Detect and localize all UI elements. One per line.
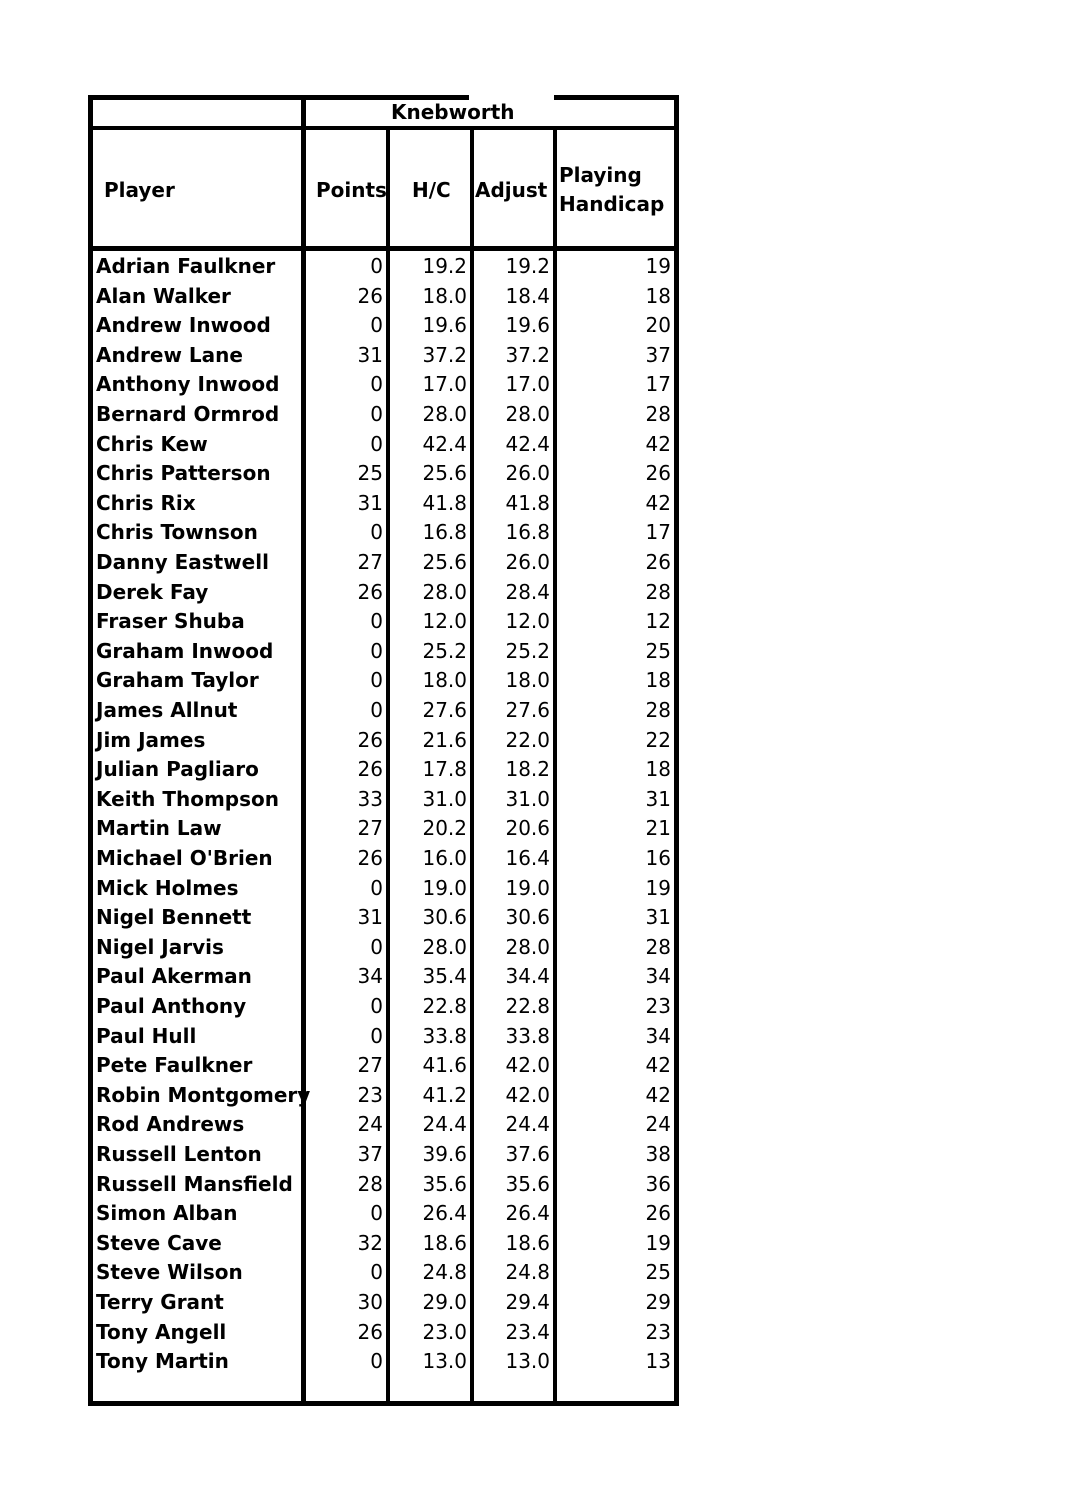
- cell-hc: 25.6: [422, 461, 467, 486]
- table-row: [88, 696, 679, 726]
- cell-player: Andrew Lane: [96, 342, 243, 367]
- table-row: [88, 341, 679, 371]
- table-row: [88, 1199, 679, 1229]
- cell-hc: 13.0: [422, 1349, 467, 1374]
- cell-hc: 39.6: [422, 1142, 467, 1166]
- cell-hc: 12.0: [422, 609, 467, 634]
- cell-points: 27: [357, 816, 383, 841]
- cell-playing: 42: [645, 1053, 671, 1078]
- table-row: [88, 1229, 679, 1259]
- table-row: [88, 666, 679, 696]
- table-row: [88, 578, 679, 608]
- cell-hc: 37.2: [422, 342, 467, 367]
- cell-points: 27: [357, 550, 383, 574]
- cell-playing: 26: [645, 550, 671, 574]
- header-adjust: Adjust: [475, 178, 548, 202]
- header-hc: H/C: [412, 178, 451, 202]
- cell-hc: 30.6: [422, 905, 467, 930]
- table-row: [88, 903, 679, 933]
- cell-playing: 36: [645, 1171, 671, 1196]
- cell-points: 0: [370, 698, 383, 722]
- cell-player: James Allnut: [96, 698, 238, 722]
- cell-adjust: 27.6: [505, 698, 550, 722]
- cell-playing: 24: [645, 1112, 671, 1137]
- cell-player: Rod Andrews: [96, 1112, 245, 1137]
- table-row: [88, 1051, 679, 1081]
- cell-points: 32: [357, 1230, 383, 1255]
- cell-adjust: 20.6: [505, 816, 550, 841]
- cell-player: Fraser Shuba: [96, 609, 245, 634]
- cell-points: 0: [370, 609, 383, 634]
- cell-player: Keith Thompson: [96, 786, 279, 811]
- cell-adjust: 29.4: [505, 1290, 550, 1314]
- table-row: [88, 548, 679, 578]
- cell-hc: 41.8: [422, 490, 467, 515]
- table-row: [88, 1318, 679, 1348]
- cell-adjust: 41.8: [505, 490, 550, 515]
- cell-adjust: 22.8: [505, 994, 550, 1018]
- cell-points: 34: [357, 964, 383, 989]
- cell-player: Andrew Inwood: [96, 313, 271, 338]
- cell-playing: 18: [645, 283, 671, 308]
- cell-playing: 28: [645, 698, 671, 722]
- cell-adjust: 30.6: [505, 905, 550, 930]
- cell-hc: 31.0: [422, 786, 467, 811]
- cell-points: 0: [370, 1023, 383, 1048]
- cell-adjust: 34.4: [505, 964, 550, 989]
- cell-points: 26: [357, 757, 383, 782]
- cell-hc: 28.0: [422, 934, 467, 959]
- table-row: [88, 933, 679, 963]
- table-row: [88, 607, 679, 637]
- table-row: [88, 1022, 679, 1052]
- cell-hc: 18.6: [422, 1230, 467, 1255]
- cell-points: 0: [370, 1201, 383, 1226]
- cell-player: Paul Akerman: [96, 964, 252, 989]
- cell-player: Chris Patterson: [96, 461, 271, 486]
- cell-points: 0: [370, 994, 383, 1018]
- cell-playing: 19: [645, 875, 671, 900]
- cell-adjust: 37.2: [505, 342, 550, 367]
- cell-adjust: 24.4: [505, 1112, 550, 1137]
- cell-playing: 19: [645, 1230, 671, 1255]
- cell-player: Martin Law: [96, 816, 222, 841]
- cell-points: 37: [357, 1142, 383, 1166]
- cell-hc: 18.0: [422, 283, 467, 308]
- cell-hc: 20.2: [422, 816, 467, 841]
- table-row: [88, 1170, 679, 1200]
- border-top-right: [554, 95, 679, 100]
- cell-playing: 19: [645, 254, 671, 278]
- cell-player: Steve Cave: [96, 1230, 222, 1255]
- cell-hc: 22.8: [422, 994, 467, 1018]
- cell-points: 0: [370, 431, 383, 456]
- table-row: [88, 430, 679, 460]
- table-row: [88, 282, 679, 312]
- header-playing-line2: Handicap: [559, 192, 665, 216]
- cell-adjust: 16.8: [505, 520, 550, 545]
- cell-adjust: 23.4: [505, 1319, 550, 1344]
- cell-adjust: 26.0: [505, 461, 550, 486]
- table-row: [88, 962, 679, 992]
- table-row: [88, 1288, 679, 1318]
- cell-playing: 16: [645, 846, 671, 870]
- cell-adjust: 18.2: [505, 757, 550, 782]
- cell-playing: 21: [645, 816, 671, 841]
- cell-adjust: 12.0: [505, 609, 550, 634]
- table-row: [88, 726, 679, 756]
- cell-player: Alan Walker: [96, 283, 231, 308]
- cell-adjust: 19.2: [505, 254, 550, 278]
- cell-hc: 33.8: [422, 1023, 467, 1048]
- cell-adjust: 19.6: [505, 313, 550, 338]
- cell-adjust: 42.0: [505, 1082, 550, 1107]
- cell-player: Simon Alban: [96, 1201, 238, 1226]
- cell-adjust: 19.0: [505, 875, 550, 900]
- header-playing-line1: Playing: [559, 163, 642, 187]
- cell-hc: 29.0: [422, 1290, 467, 1314]
- cell-player: Chris Rix: [96, 490, 196, 515]
- cell-adjust: 18.0: [505, 668, 550, 693]
- cell-points: 0: [370, 254, 383, 278]
- cell-hc: 16.0: [422, 846, 467, 870]
- cell-player: Paul Hull: [96, 1023, 197, 1048]
- cell-adjust: 37.6: [505, 1142, 550, 1166]
- table-row: [88, 1347, 679, 1377]
- cell-playing: 31: [645, 786, 671, 811]
- cell-points: 0: [370, 668, 383, 693]
- cell-player: Michael O'Brien: [96, 846, 273, 870]
- cell-hc: 28.0: [422, 579, 467, 604]
- cell-hc: 19.0: [422, 875, 467, 900]
- cell-playing: 37: [645, 342, 671, 367]
- cell-points: 26: [357, 846, 383, 870]
- cell-player: Pete Faulkner: [96, 1053, 253, 1078]
- header-divider: [88, 126, 679, 130]
- cell-playing: 13: [645, 1349, 671, 1374]
- cell-adjust: 22.0: [505, 727, 550, 752]
- table-row: [88, 370, 679, 400]
- cell-playing: 12: [645, 609, 671, 634]
- cell-adjust: 26.4: [505, 1201, 550, 1226]
- cell-playing: 20: [645, 313, 671, 338]
- cell-points: 0: [370, 875, 383, 900]
- cell-player: Adrian Faulkner: [96, 254, 276, 278]
- cell-adjust: 13.0: [505, 1349, 550, 1374]
- cell-hc: 28.0: [422, 402, 467, 426]
- cell-points: 26: [357, 579, 383, 604]
- cell-hc: 19.6: [422, 313, 467, 338]
- cell-hc: 19.2: [422, 254, 467, 278]
- cell-hc: 27.6: [422, 698, 467, 722]
- cell-player: Danny Eastwell: [96, 550, 269, 574]
- table-row: [88, 637, 679, 667]
- cell-player: Russell Mansfield: [96, 1171, 293, 1196]
- handicap-table: [88, 95, 679, 1406]
- cell-points: 0: [370, 1349, 383, 1374]
- cell-points: 0: [370, 1260, 383, 1285]
- cell-points: 28: [357, 1171, 383, 1196]
- cell-points: 0: [370, 934, 383, 959]
- cell-playing: 28: [645, 934, 671, 959]
- cell-playing: 18: [645, 757, 671, 782]
- cell-hc: 16.8: [422, 520, 467, 545]
- table-row: [88, 785, 679, 815]
- cell-playing: 38: [645, 1142, 671, 1166]
- cell-hc: 42.4: [422, 431, 467, 456]
- cell-playing: 31: [645, 905, 671, 930]
- cell-player: Paul Anthony: [96, 994, 247, 1018]
- cell-points: 31: [357, 490, 383, 515]
- cell-points: 31: [357, 905, 383, 930]
- cell-adjust: 28.0: [505, 402, 550, 426]
- header-points: Points: [316, 178, 387, 202]
- table-row: [88, 1140, 679, 1170]
- cell-playing: 25: [645, 638, 671, 663]
- cell-player: Nigel Jarvis: [96, 934, 224, 959]
- cell-points: 26: [357, 1319, 383, 1344]
- cell-player: Bernard Ormrod: [96, 402, 280, 426]
- cell-points: 30: [357, 1290, 383, 1314]
- table-row: [88, 844, 679, 874]
- header-player: Player: [104, 178, 175, 202]
- cell-player: Russell Lenton: [96, 1142, 262, 1166]
- table-row: [88, 311, 679, 341]
- cell-player: Nigel Bennett: [96, 905, 252, 930]
- table-row: [88, 874, 679, 904]
- cell-hc: 24.4: [422, 1112, 467, 1137]
- cell-hc: 26.4: [422, 1201, 467, 1226]
- cell-playing: 18: [645, 668, 671, 693]
- table-row: [88, 400, 679, 430]
- table-row: [88, 992, 679, 1022]
- cell-playing: 26: [645, 461, 671, 486]
- cell-playing: 17: [645, 520, 671, 545]
- cell-points: 0: [370, 313, 383, 338]
- cell-playing: 42: [645, 490, 671, 515]
- header-bottom: [88, 246, 679, 251]
- cell-adjust: 25.2: [505, 638, 550, 663]
- cell-adjust: 28.0: [505, 934, 550, 959]
- cell-playing: 34: [645, 1023, 671, 1048]
- cell-playing: 17: [645, 372, 671, 397]
- cell-playing: 23: [645, 1319, 671, 1344]
- cell-player: Tony Angell: [96, 1319, 227, 1344]
- cell-adjust: 33.8: [505, 1023, 550, 1048]
- cell-adjust: 18.6: [505, 1230, 550, 1255]
- cell-playing: 29: [645, 1290, 671, 1314]
- cell-playing: 28: [645, 402, 671, 426]
- cell-player: Mick Holmes: [96, 875, 239, 900]
- cell-hc: 24.8: [422, 1260, 467, 1285]
- cell-points: 33: [357, 786, 383, 811]
- cell-points: 0: [370, 402, 383, 426]
- cell-hc: 41.2: [422, 1082, 467, 1107]
- cell-playing: 34: [645, 964, 671, 989]
- table-row: [88, 1110, 679, 1140]
- cell-hc: 25.6: [422, 550, 467, 574]
- cell-player: Chris Kew: [96, 431, 208, 456]
- cell-hc: 23.0: [422, 1319, 467, 1344]
- cell-player: Robin Montgomery: [96, 1082, 311, 1107]
- cell-points: 0: [370, 520, 383, 545]
- cell-hc: 41.6: [422, 1053, 467, 1078]
- cell-adjust: 17.0: [505, 372, 550, 397]
- cell-playing: 26: [645, 1201, 671, 1226]
- cell-player: Steve Wilson: [96, 1260, 243, 1285]
- cell-points: 0: [370, 638, 383, 663]
- cell-player: Chris Townson: [96, 520, 258, 545]
- cell-points: 26: [357, 727, 383, 752]
- table-row: [88, 252, 679, 282]
- cell-playing: 25: [645, 1260, 671, 1285]
- cell-hc: 17.8: [422, 757, 467, 782]
- table-row: [88, 518, 679, 548]
- course-title: Knebworth: [391, 100, 515, 124]
- cell-player: Julian Pagliaro: [96, 757, 259, 782]
- cell-adjust: 18.4: [505, 283, 550, 308]
- table-row: [88, 814, 679, 844]
- cell-points: 31: [357, 342, 383, 367]
- border-bottom: [88, 1401, 679, 1406]
- cell-adjust: 24.8: [505, 1260, 550, 1285]
- cell-adjust: 28.4: [505, 579, 550, 604]
- cell-playing: 42: [645, 431, 671, 456]
- cell-points: 0: [370, 372, 383, 397]
- cell-points: 23: [357, 1082, 383, 1107]
- cell-player: Graham Inwood: [96, 638, 274, 663]
- cell-hc: 35.6: [422, 1171, 467, 1196]
- cell-points: 25: [357, 461, 383, 486]
- cell-adjust: 31.0: [505, 786, 550, 811]
- table-row: [88, 489, 679, 519]
- cell-playing: 42: [645, 1082, 671, 1107]
- cell-hc: 17.0: [422, 372, 467, 397]
- cell-playing: 28: [645, 579, 671, 604]
- cell-adjust: 42.0: [505, 1053, 550, 1078]
- cell-adjust: 16.4: [505, 846, 550, 870]
- cell-player: Anthony Inwood: [96, 372, 280, 397]
- cell-adjust: 26.0: [505, 550, 550, 574]
- cell-hc: 35.4: [422, 964, 467, 989]
- cell-hc: 25.2: [422, 638, 467, 663]
- table-row: [88, 755, 679, 785]
- cell-player: Graham Taylor: [96, 668, 259, 693]
- cell-adjust: 35.6: [505, 1171, 550, 1196]
- cell-player: Jim James: [96, 727, 206, 752]
- table-row: [88, 1081, 679, 1111]
- cell-player: Terry Grant: [96, 1290, 224, 1314]
- cell-points: 27: [357, 1053, 383, 1078]
- table-row: [88, 459, 679, 489]
- cell-player: Derek Fay: [96, 579, 209, 604]
- cell-hc: 18.0: [422, 668, 467, 693]
- cell-player: Tony Martin: [96, 1349, 229, 1374]
- cell-points: 24: [357, 1112, 383, 1137]
- cell-points: 26: [357, 283, 383, 308]
- table-row: [88, 1258, 679, 1288]
- cell-adjust: 42.4: [505, 431, 550, 456]
- cell-hc: 21.6: [422, 727, 467, 752]
- cell-playing: 23: [645, 994, 671, 1018]
- cell-playing: 22: [645, 727, 671, 752]
